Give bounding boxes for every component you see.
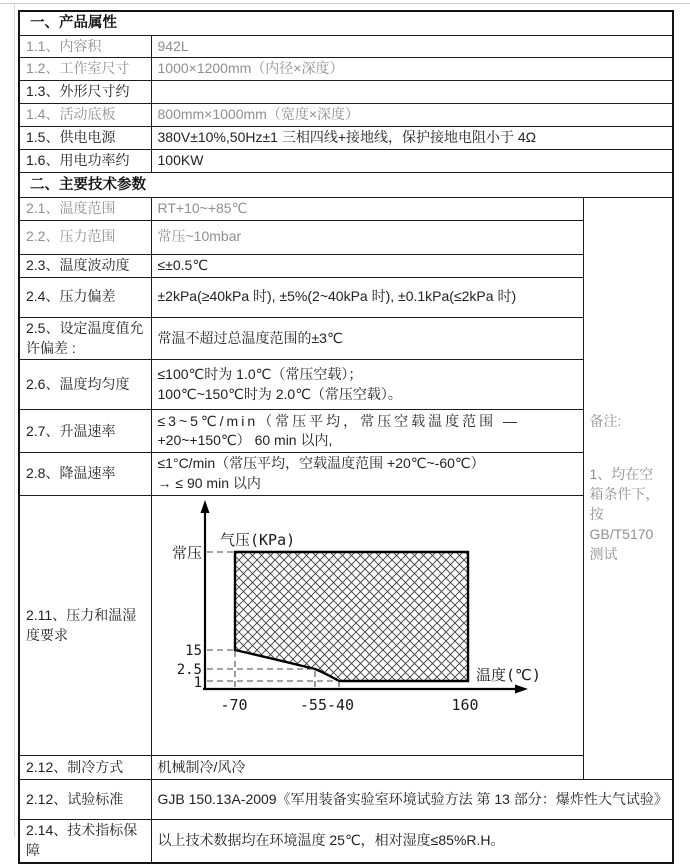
row-value-1-1: 942L	[151, 35, 673, 58]
row-label-1-6: 1.6、用电功率约	[19, 150, 151, 173]
row-value-2-7: ≤3~5℃/min（常压平均，常压空载温度范围 — +20~+150℃） 60 min 以内,	[151, 410, 583, 453]
row-label-1-2: 1.2、工作室尺寸	[19, 58, 151, 81]
y-axis-arrow-icon	[200, 500, 209, 513]
remark-column	[583, 197, 673, 779]
x-axis-arrow-icon	[515, 685, 528, 694]
remark-note: 1、均在空 箱条件下， 按 GB/T5170 测试	[589, 466, 660, 562]
x-tick-minus55-minus40: -55-40	[299, 696, 354, 715]
row-value-2-14: 以上技术数据均在环境温度 25℃，相对湿度≤85%R.H。	[151, 820, 673, 863]
row-value-2-3: ≤±0.5℃	[151, 254, 583, 277]
row-value-1-3	[151, 81, 673, 104]
row-label-2-5: 2.5、设定温度值允许偏差 :	[19, 317, 151, 360]
row-value-1-6: 100KW	[151, 150, 673, 173]
row-label-2-6: 2.6、温度均匀度	[19, 360, 151, 410]
page-left-edge	[14, 4, 15, 837]
row-label-2-7: 2.7、升温速率	[19, 410, 151, 453]
row-value-2-4: ±2kPa(≥40kPa 时), ±5%(2~40kPa 时), ±0.1kPa(≤2kPa 时)	[151, 277, 583, 317]
envelope-region	[235, 552, 468, 681]
x-tick-minus70: -70	[219, 696, 248, 715]
section1-title: 一、产品属性	[19, 11, 673, 35]
spec-table	[18, 10, 674, 864]
pressure-temperature-chart	[158, 497, 584, 748]
row-value-2-12a: 机械制冷/风冷	[151, 756, 583, 780]
section2-title: 二、主要技术参数	[19, 172, 673, 197]
row-label-2-2: 2.2、压力范围	[19, 220, 151, 254]
row-label-2-8: 2.8、降温速率	[19, 453, 151, 496]
row-label-2-12a: 2.12、制冷方式	[19, 756, 151, 780]
y-tick-normal-pressure: 常压	[171, 544, 202, 563]
row-label-2-14: 2.14、技术指标保障	[19, 820, 151, 863]
row-value-1-4: 800mm×1000mm（宽度×深度）	[151, 104, 673, 127]
row-value-2-2: 常压~10mbar	[151, 220, 583, 254]
row-value-2-8: ≤1°C/min（常压平均，空载温度范围 +20℃~-60℃） → ≤ 90 min 以内	[151, 453, 583, 496]
row-value-2-6: ≤100℃时为 1.0℃（常压空载）； 100℃~150℃时为 2.0℃（常压空载）。	[151, 360, 583, 410]
y-tick-1: 1	[193, 675, 202, 692]
x-axis-label: 温度(℃)	[475, 666, 541, 685]
row-value-2-5: 常温不超过总温度范围的±3℃	[151, 317, 583, 360]
row-label-1-4: 1.4、活动底板	[19, 104, 151, 127]
y-tick-15: 15	[184, 643, 202, 660]
row-value-2-12b: GJB 150.13A-2009《军用装备实验室环境试验方法 第 13 部分：爆炸性大气试验》	[151, 780, 673, 820]
row-value-1-2: 1000×1200mm（内径×深度）	[151, 58, 673, 81]
row-label-2-12b: 2.12、试验标准	[19, 780, 151, 820]
row-label-2-1: 2.1、温度范围	[19, 197, 151, 220]
x-tick-160: 160	[450, 696, 479, 715]
row-value-2-1: RT+10~+85℃	[151, 197, 583, 220]
y-axis-label: 气压(KPa)	[219, 531, 295, 550]
row-label-2-4: 2.4、压力偏差	[19, 277, 151, 317]
row-label-1-1: 1.1、内容积	[19, 35, 151, 58]
page-top-edge	[0, 3, 690, 4]
remark-title: 备注:	[589, 413, 622, 430]
y-tick-2-5: 2.5	[176, 662, 202, 679]
row-label-2-11: 2.11、压力和温湿度要求	[19, 496, 151, 756]
row-label-2-3: 2.3、温度波动度	[19, 254, 151, 277]
pressure-temperature-chart-cell	[151, 496, 583, 756]
row-label-1-3: 1.3、外形尺寸约	[19, 81, 151, 104]
row-value-1-5: 380V±10%,50Hz±1 三相四线+接地线，保护接地电阻小于 4Ω	[151, 127, 673, 150]
row-label-1-5: 1.5、供电电源	[19, 127, 151, 150]
